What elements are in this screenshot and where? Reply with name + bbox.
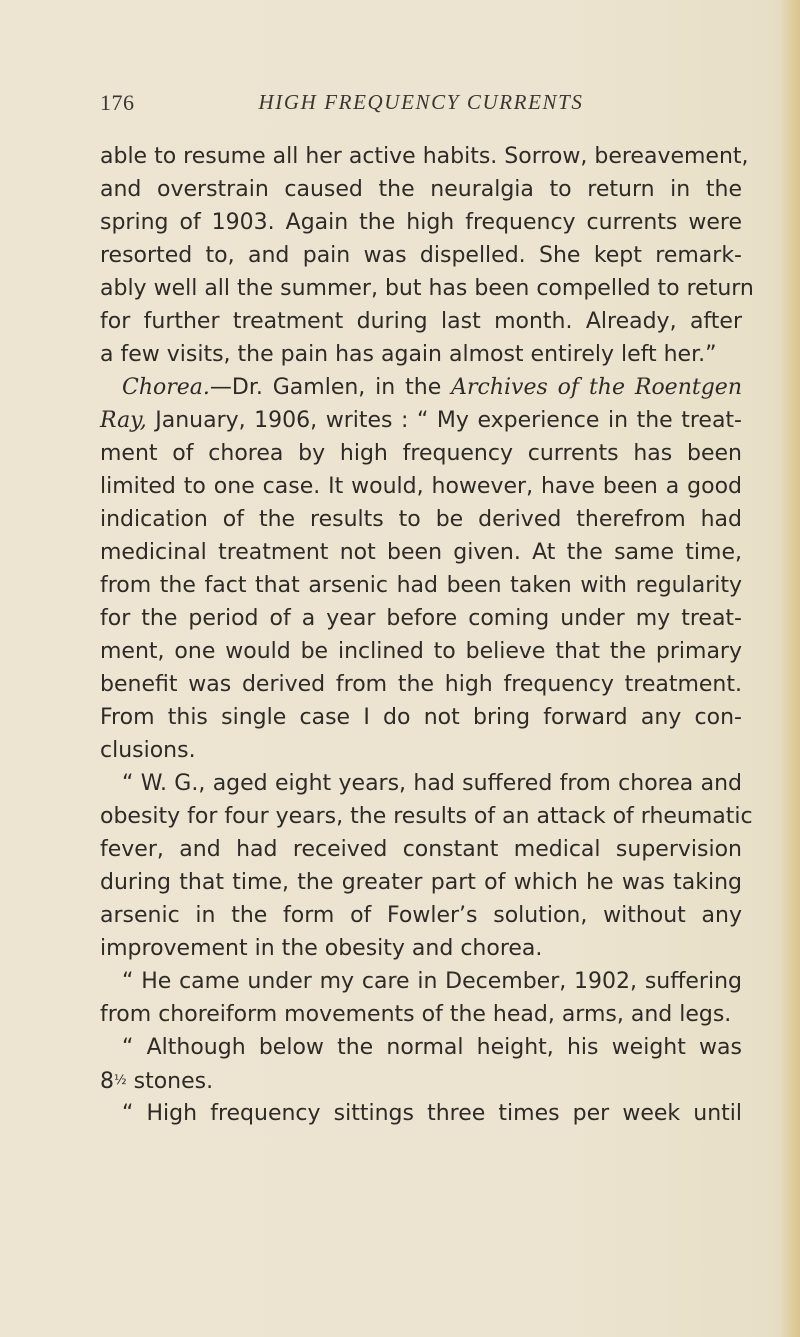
running-head: HIGH FREQUENCY CURRENTS bbox=[258, 90, 584, 114]
text-segment: 8 bbox=[100, 1069, 114, 1094]
text-line: limited to one case. It would, however, have been a good bbox=[100, 474, 742, 499]
journal-title-continued: Ray, bbox=[100, 408, 147, 433]
text-segment: January, 1906, writes : “ My experience in the treat- bbox=[146, 408, 742, 433]
text-line: for further treatment during last month. Already, after bbox=[100, 309, 742, 334]
text-line: for the period of a year before coming under my treat- bbox=[100, 606, 742, 631]
text-line: fever, and had received constant medical supervision bbox=[100, 837, 742, 862]
text-line: ment, one would be inclined to believe that the primary bbox=[100, 639, 742, 664]
text-line: during that time, the greater part of which he was taking bbox=[100, 870, 742, 895]
text-line: obesity for four years, the results of an attack of rheumatic bbox=[100, 804, 753, 829]
text-segment: stones. bbox=[126, 1069, 214, 1094]
text-line: resorted to, and pain was dispelled. She kept remark- bbox=[100, 243, 742, 268]
text-line: ably well all the summer, but has been compelled to return bbox=[100, 276, 754, 301]
text-line: from the fact that arsenic had been taken with regularity bbox=[100, 573, 742, 598]
text-line: indication of the results to be derived therefrom had bbox=[100, 507, 742, 532]
page-number: 176 bbox=[100, 90, 135, 115]
text-line: a few visits, the pain has again almost entirely left her.” bbox=[100, 342, 717, 367]
text-line: and overstrain caused the neuralgia to return in the bbox=[100, 177, 742, 202]
text-line: spring of 1903. Again the high frequency currents were bbox=[100, 210, 742, 235]
text-line: “ He came under my care in December, 1902, suffering bbox=[122, 969, 742, 994]
text-line: medicinal treatment not been given. At the same time, bbox=[100, 540, 742, 565]
text-line bbox=[100, 1064, 742, 1097]
text-line: arsenic in the form of Fowler’s solution, without any bbox=[100, 903, 742, 928]
section-heading-chorea: Chorea. bbox=[122, 375, 210, 400]
text-line: “ Although below the normal height, his weight was bbox=[122, 1035, 742, 1060]
journal-title: Archives of the Roentgen bbox=[451, 375, 742, 400]
text-line bbox=[100, 404, 742, 437]
page-header bbox=[100, 90, 742, 122]
text-line: ment of chorea by high frequency currents has been bbox=[100, 441, 742, 466]
text-line: clusions. bbox=[100, 738, 196, 763]
page-edge-discoloration bbox=[780, 0, 800, 1337]
text-line: “ High frequency sittings three times per week until bbox=[122, 1101, 742, 1126]
text-line: “ W. G., aged eight years, had suffered from chorea and bbox=[122, 771, 742, 796]
fraction-half: ½ bbox=[114, 1073, 127, 1088]
text-line: able to resume all her active habits. Sorrow, bereavement, bbox=[100, 144, 749, 169]
body-text bbox=[100, 140, 754, 1130]
text-line bbox=[100, 371, 742, 404]
text-line: benefit was derived from the high frequency treatment. bbox=[100, 672, 742, 697]
text-line: improvement in the obesity and chorea. bbox=[100, 936, 543, 961]
text-line: from choreiform movements of the head, arms, and legs. bbox=[100, 1002, 732, 1027]
text-segment: —Dr. Gamlen, in the bbox=[209, 375, 452, 400]
text-line: From this single case I do not bring forward any con- bbox=[100, 705, 742, 730]
